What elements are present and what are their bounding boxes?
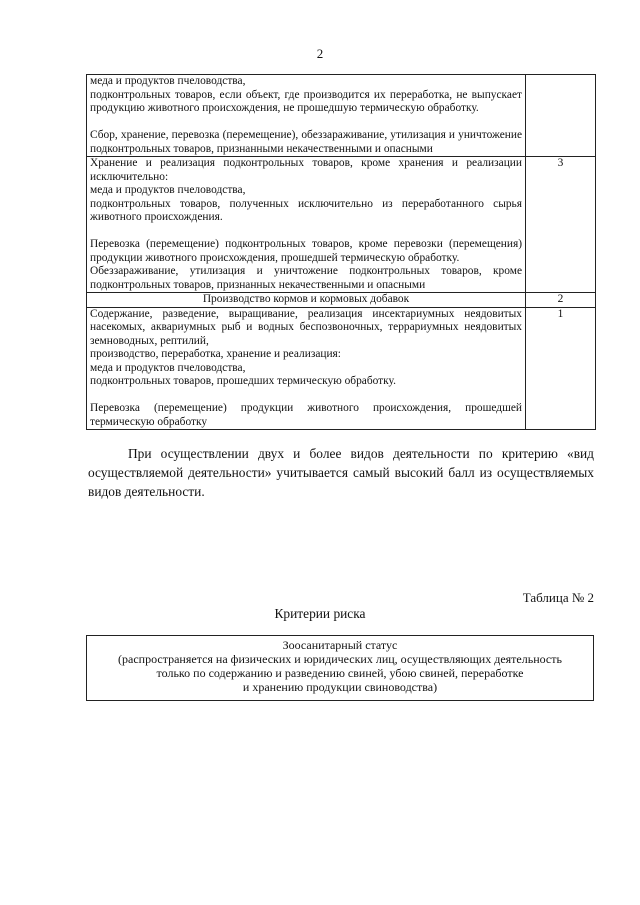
activity-risk-table	[86, 74, 596, 430]
criterion-line: подконтрольных товаров, если объект, где производится их переработка, не выпускает продукцию животного происхождения, не прошедшую термическую обработку.	[90, 88, 522, 114]
score-cell	[526, 75, 596, 157]
table-row	[87, 75, 596, 157]
criterion-cell	[87, 307, 526, 430]
paragraph: При осуществлении двух и более видов деятельности по критерию «вид осуществляемой деятельности» учитывается самый высокий балл из осуществляемых видов деятельности.	[88, 446, 594, 499]
criterion-line: Хранение и реализация подконтрольных товаров, кроме хранения и реализации исключительно:	[90, 157, 522, 183]
table-2-label: Таблица № 2	[522, 590, 594, 605]
criterion-line: подконтрольных товаров, прошедших термическую обработку.	[90, 375, 396, 387]
blank-line	[90, 116, 522, 130]
score-cell: 2	[526, 293, 596, 308]
table-row	[87, 307, 596, 430]
criterion-line: Перевозка (перемещение) подконтрольных товаров, кроме перевозки (перемещения) продукции животного происхождения, прошедшей термическую обработку.	[90, 238, 522, 264]
table-body	[87, 75, 596, 430]
criterion-cell	[87, 293, 526, 308]
score-cell: 3	[526, 157, 596, 293]
blank-line	[90, 389, 522, 403]
criterion-cell	[87, 75, 526, 157]
criterion-line: подконтрольных товаров, полученных исключительно из переработанного сырья животного происхождения.	[90, 197, 522, 223]
box-line-3: только по содержанию и разведению свиней, убою свиней, переработке	[156, 666, 524, 680]
criterion-line: меда и продуктов пчеловодства,	[90, 75, 246, 87]
score-cell: 1	[526, 307, 596, 430]
criterion-line: Сбор, хранение, перевозка (перемещение), обеззараживание, утилизация и уничтожение подконтрольных товаров, признанными некачественными и опасными	[90, 129, 522, 155]
criterion-line: производство, переработка, хранение и реализация:	[90, 348, 341, 360]
criterion-line: меда и продуктов пчеловодства,	[90, 184, 246, 196]
zoosanitary-status-header	[86, 635, 594, 701]
page-number: 2	[316, 46, 324, 61]
criterion-line: Перевозка (перемещение) продукции животного происхождения, прошедшей термическую обработку	[90, 402, 522, 428]
criterion-line: Обеззараживание, утилизация и уничтожение подконтрольных товаров, кроме подконтрольных товаров, признанных некачественными и опасными	[90, 265, 522, 291]
table-row	[87, 157, 596, 293]
criterion-line: Содержание, разведение, выращивание, реализация инсектариумных неядовитых насекомых, аквариумных рыб и водных беспозвоночных, террариумных неядовитых земноводных, рептилий,	[90, 307, 522, 347]
box-line-1: Зоосанитарный статус	[282, 638, 398, 652]
box-line-4: и хранению продукции свиноводства)	[242, 680, 438, 694]
criterion-line: меда и продуктов пчеловодства,	[90, 361, 246, 374]
criterion-cell	[87, 157, 526, 293]
criterion-line: Производство кормов и кормовых добавок	[202, 293, 410, 305]
box-line-2: (распространяется на физических и юридических лиц, осуществляющих деятельность	[118, 652, 562, 666]
table-2-title: Критерии риска	[274, 606, 366, 621]
table-row	[87, 293, 596, 308]
blank-line	[90, 225, 522, 239]
